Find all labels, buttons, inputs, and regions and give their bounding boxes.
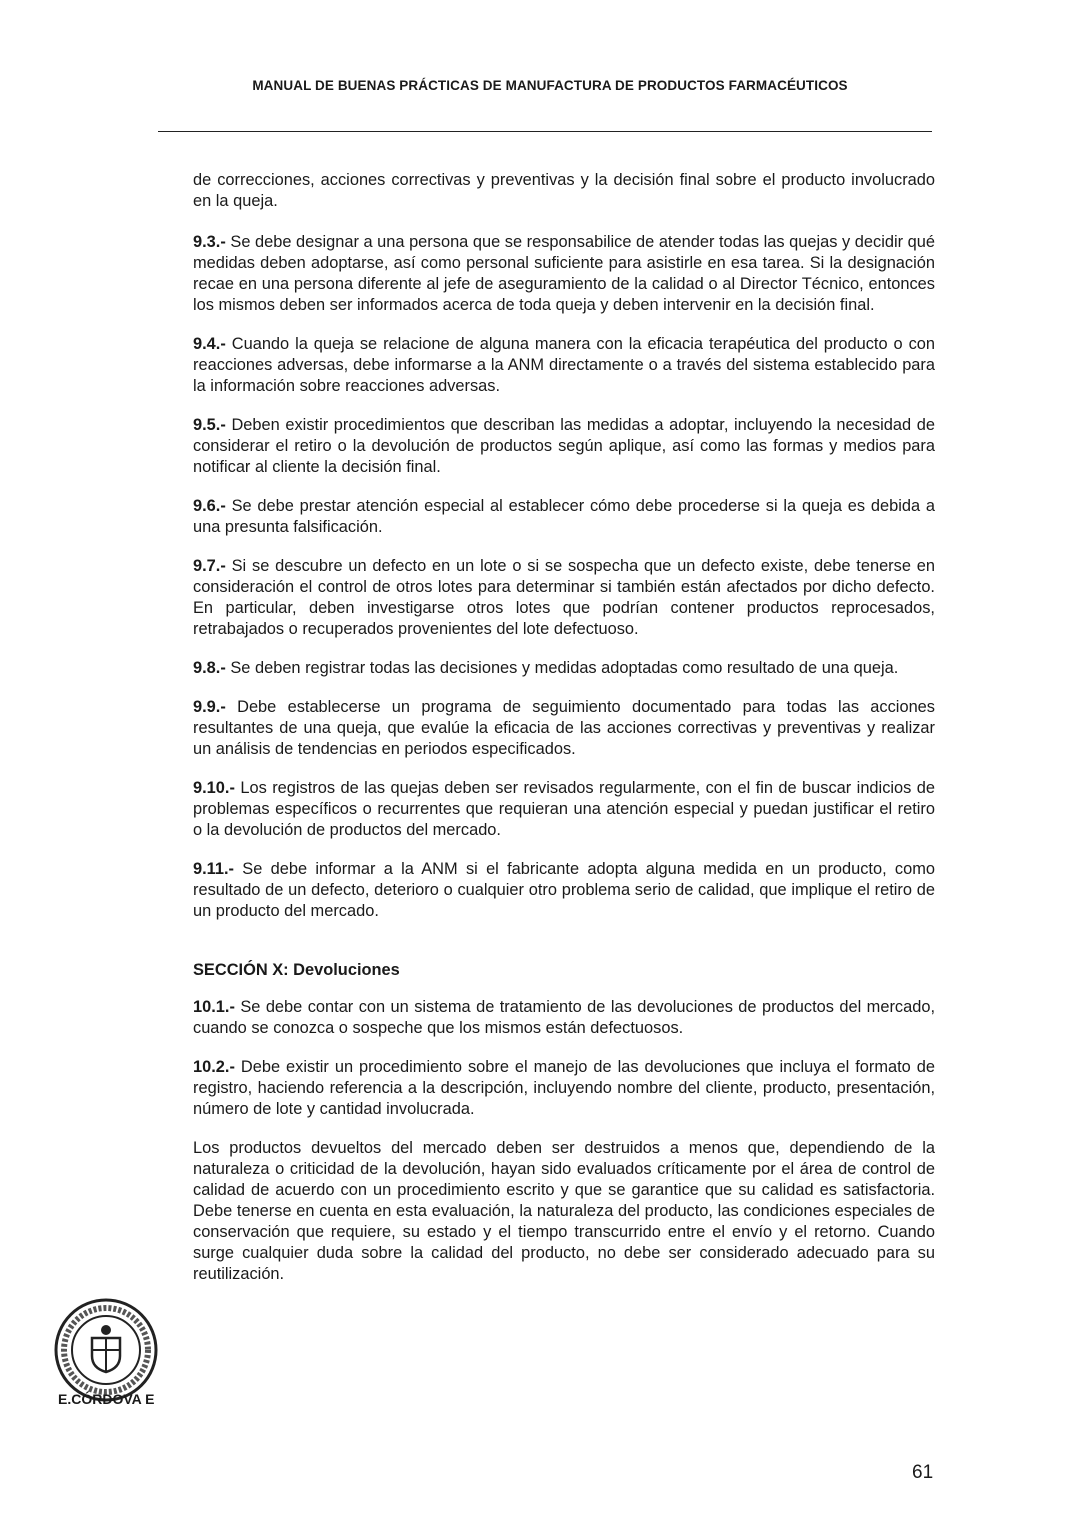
clause-number: 9.11.- — [193, 860, 235, 878]
paragraph-9-10 — [193, 778, 935, 841]
paragraph-text: Se debe informar a la ANM si el fabricante adopta alguna medida en un producto, como resultado de un defecto, deterioro o cualquier otro problema serio de calidad, que implique el retiro de un producto del mercado. — [193, 860, 935, 920]
clause-number: 9.8.- — [193, 659, 226, 677]
official-seal — [52, 1296, 160, 1404]
paragraph-10-1 — [193, 997, 935, 1039]
paragraph-text: Se debe prestar atención especial al establecer cómo debe procederse si la queja es debida a una presunta falsificación. — [193, 497, 935, 536]
paragraph-text: Deben existir procedimientos que describan las medidas a adoptar, incluyendo la necesidad de considerar el retiro o la devolución de productos según aplique, así como las formas y medios para notificar al cliente la decisión final. — [193, 416, 935, 476]
paragraph-text: Debe existir un procedimiento sobre el manejo de las devoluciones que incluya el formato de registro, haciendo referencia a la descripción, incluyendo nombre del cliente, producto, presentación, número de lote y cantidad involucrada. — [193, 1058, 935, 1118]
paragraph-9-6 — [193, 496, 935, 538]
seal-icon — [52, 1296, 160, 1404]
header-rule — [158, 131, 932, 132]
paragraph-9-4 — [193, 334, 935, 397]
clause-number: 10.1.- — [193, 998, 235, 1016]
document-body — [193, 170, 935, 1303]
paragraph-9-8 — [193, 658, 935, 679]
paragraph-9-5 — [193, 415, 935, 478]
clause-number: 9.10.- — [193, 779, 235, 797]
paragraph-continuation — [193, 170, 935, 212]
clause-number: 9.3.- — [193, 233, 226, 251]
clause-number: 9.9.- — [193, 698, 226, 716]
page-number: 61 — [912, 1462, 934, 1483]
paragraph-text: Si se descubre un defecto en un lote o si se sospecha que un defecto existe, debe tenerse en consideración el control de otros lotes para determinar si también están afectados por dicho defecto. En particular, deben investigarse otros lotes que podrían contener productos reprocesados, retrabajados o recuperados provenientes del lote defectuoso. — [193, 557, 935, 638]
clause-number: 10.2.- — [193, 1058, 235, 1076]
document-header: MANUAL DE BUENAS PRÁCTICAS DE MANUFACTURA DE PRODUCTOS FARMACÉUTICOS — [252, 78, 848, 93]
paragraph-text: Los productos devueltos del mercado deben ser destruidos a menos que, dependiendo de la naturaleza o criticidad de la devolución, hayan sido evaluados críticamente por el área de control de calidad de acuerdo con un procedimiento escrito y que se garantice que su calidad es satisfactoria. Debe tenerse en cuenta en esta evaluación, la naturaleza del producto, las condiciones especiales de conservación que requiere, su estado y el tiempo transcurrido entre el envío y el retorno. Cuando surge cualquier duda sobre la calidad del producto, no debe ser considerado adecuado para su reutilización. — [193, 1139, 935, 1283]
clause-number: 9.7.- — [193, 557, 226, 575]
paragraph-text: Los registros de las quejas deben ser revisados regularmente, con el fin de buscar indicios de problemas específicos o recurrentes que requieran una atención especial y puedan justificar el retiro o la devolución de productos del mercado. — [193, 779, 935, 839]
clause-number: 9.6.- — [193, 497, 226, 515]
paragraph-text: Cuando la queja se relacione de alguna manera con la eficacia terapéutica del producto o con reacciones adversas, debe informarse a la ANM directamente o a través del sistema establecido para la información sobre reacciones adversas. — [193, 335, 935, 395]
paragraph-9-3 — [193, 232, 935, 316]
signature-name: E.CÓRDOVA E — [58, 1391, 155, 1407]
clause-number: 9.5.- — [193, 416, 226, 434]
section-title: SECCIÓN X: Devoluciones — [193, 961, 400, 979]
paragraph-9-11 — [193, 859, 935, 922]
paragraph-returns — [193, 1138, 935, 1285]
paragraph-text: Se debe designar a una persona que se responsabilice de atender todas las quejas y decidir qué medidas deben adoptarse, así como personal suficiente para asistirle en esa tarea. Si la designación recae en una persona diferente al jefe de aseguramiento de la calidad o al Director Técnico, entonces los mismos deben ser informados acerca de toda queja y deben intervenir en la decisión final. — [193, 233, 935, 314]
paragraph-text: Se deben registrar todas las decisiones y medidas adoptadas como resultado de una queja. — [225, 659, 899, 677]
paragraph-9-9 — [193, 697, 935, 760]
paragraph-10-2 — [193, 1057, 935, 1120]
paragraph-9-7 — [193, 556, 935, 640]
paragraph-text: de correcciones, acciones correctivas y preventivas y la decisión final sobre el producto involucrado en la queja. — [193, 171, 935, 210]
paragraph-text: Debe establecerse un programa de seguimiento documentado para todas las acciones resultantes de una queja, que evalúe la eficacia de las acciones correctivas y preventivas y realizar un análisis de tendencias en periodos especificados. — [193, 698, 935, 758]
clause-number: 9.4.- — [193, 335, 226, 353]
paragraph-text: Se debe contar con un sistema de tratamiento de las devoluciones de productos del mercado, cuando se conozca o sospeche que los mismos están defectuosos. — [193, 998, 935, 1037]
